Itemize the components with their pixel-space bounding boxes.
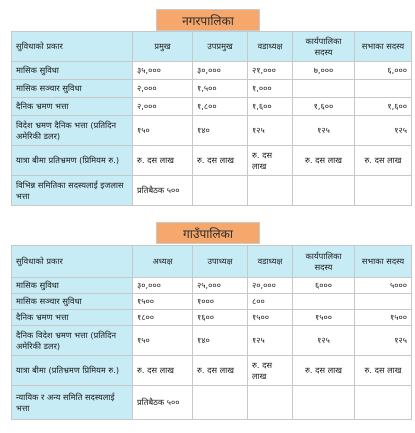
table-cell: रु. दस लाख [193, 356, 248, 386]
column-header: सुविधाको प्रकार [12, 246, 133, 278]
column-header: कार्यपालिका सदस्य [293, 32, 355, 62]
row-label: विभिन्न समितिका सदस्यलाई इजलास भत्ता [12, 176, 133, 206]
row-label: न्यायिक र अन्य समिति सदस्यलाई भत्ता [12, 386, 133, 420]
row-label: दैनिक विदेश भ्रमण भत्ता (प्रतिदिन अमेरिकी डलर) [12, 326, 133, 356]
table-cell: १६०० [193, 310, 248, 326]
table-cell [355, 294, 412, 310]
table-cell: ६००० [293, 278, 355, 294]
table-cell: रु. दस लाख [293, 356, 355, 386]
table-cell: १२५ [293, 326, 355, 356]
table-row [12, 62, 412, 80]
table-cell [293, 176, 355, 206]
table-cell: रु. दस लाख [248, 146, 293, 176]
table-cell: २,००० [133, 98, 193, 116]
table-cell [193, 176, 248, 206]
municipality-facilities-table [11, 31, 412, 206]
table-cell: १,५०० [193, 80, 248, 98]
table-header-row [12, 246, 412, 278]
table-cell: १४० [193, 116, 248, 146]
table-cell: १,६०० [248, 98, 293, 116]
row-label: यात्रा बीमा प्रतिभ्रमण (प्रिमियम रु.) [12, 146, 133, 176]
column-header: प्रमुख [133, 32, 193, 62]
table-cell: १५०० [248, 310, 293, 326]
table-cell: १५० [133, 326, 193, 356]
table-cell: १,६०० [293, 98, 355, 116]
row-label: दैनिक भ्रमण भत्ता [12, 310, 133, 326]
table-row [12, 176, 412, 206]
table-cell [293, 386, 355, 420]
table-cell: १२५ [355, 116, 412, 146]
row-label: मासिक सञ्चार सुविधा [12, 294, 133, 310]
table-cell: ५००० [355, 278, 412, 294]
row-label: मासिक सुविधा [12, 62, 133, 80]
table-cell: रु. दस लाख [133, 356, 193, 386]
table-cell [355, 176, 412, 206]
table-cell: ३०,००० [193, 62, 248, 80]
table-row [12, 356, 412, 386]
rural-municipality-section-title: गाउँपालिका [156, 222, 260, 244]
column-header: अध्यक्ष [133, 246, 193, 278]
table-cell: प्रतिबैठक ५०० [133, 386, 193, 420]
table-cell: रु. दस लाख [193, 146, 248, 176]
table-row [12, 326, 412, 356]
table-cell [248, 386, 293, 420]
column-header: सभाका सदस्य [355, 246, 412, 278]
table-cell [193, 386, 248, 420]
table-cell: १५०० [355, 310, 412, 326]
table-row [12, 80, 412, 98]
table-cell: प्रतिबैठक ५०० [133, 176, 193, 206]
column-header: कार्यपालिका सदस्य [293, 246, 355, 278]
table-cell: १२५ [248, 116, 293, 146]
table-row [12, 146, 412, 176]
row-label: मासिक सञ्चार सुविधा [12, 80, 133, 98]
row-label: दैनिक भ्रमण भत्ता [12, 98, 133, 116]
table-header-row [12, 32, 412, 62]
table-cell: १८०० [133, 310, 193, 326]
table-row [12, 294, 412, 310]
table-cell: ६,००० [355, 62, 412, 80]
column-header: सभाका सदस्य [355, 32, 412, 62]
table-cell [248, 176, 293, 206]
table-row [12, 278, 412, 294]
municipality-section-title: नगरपालिका [156, 9, 260, 31]
table-cell: १,६०० [355, 98, 412, 116]
table-cell: ८०० [248, 294, 293, 310]
column-header: उपाध्यक्ष [193, 246, 248, 278]
row-label: यात्रा बीमा (प्रतिभ्रमण प्रिमियम रु.) [12, 356, 133, 386]
column-header: वडाध्यक्ष [248, 246, 293, 278]
table-cell: १५०० [133, 294, 193, 310]
table-cell: १,००० [248, 80, 293, 98]
table-cell: रु. दस लाख [293, 146, 355, 176]
table-cell: १५०० [293, 310, 355, 326]
table-row [12, 116, 412, 146]
table-cell: रु. दस लाख [133, 146, 193, 176]
table-cell: २१,००० [248, 62, 293, 80]
table-cell: २०,००० [248, 278, 293, 294]
table-cell: १४० [193, 326, 248, 356]
table-cell: ३०,००० [133, 278, 193, 294]
table-cell: ७,००० [293, 62, 355, 80]
table-cell: १५० [133, 116, 193, 146]
table-cell: १२५ [248, 326, 293, 356]
table-cell: ३५,००० [133, 62, 193, 80]
table-cell [355, 386, 412, 420]
table-cell: १२५ [355, 326, 412, 356]
row-label: मासिक सुविधा [12, 278, 133, 294]
table-cell: २,००० [133, 80, 193, 98]
table-row [12, 98, 412, 116]
table-cell: रु. दस लाख [248, 356, 293, 386]
table-row [12, 386, 412, 420]
column-header: उपप्रमुख [193, 32, 248, 62]
table-cell: रु. दस लाख [355, 356, 412, 386]
column-header: सुविधाको प्रकार [12, 32, 133, 62]
table-cell [293, 294, 355, 310]
table-cell: २५,००० [193, 278, 248, 294]
table-row [12, 310, 412, 326]
table-cell: १००० [193, 294, 248, 310]
table-cell [355, 80, 412, 98]
table-cell: १,८०० [193, 98, 248, 116]
table-cell: रु. दस लाख [355, 146, 412, 176]
table-cell: १२५ [293, 116, 355, 146]
table-cell [293, 80, 355, 98]
rural-municipality-facilities-table [11, 245, 412, 420]
column-header: वडाध्यक्ष [248, 32, 293, 62]
row-label: विदेश भ्रमण दैनिक भत्ता (प्रतिदिन अमेरिकी डलर) [12, 116, 133, 146]
